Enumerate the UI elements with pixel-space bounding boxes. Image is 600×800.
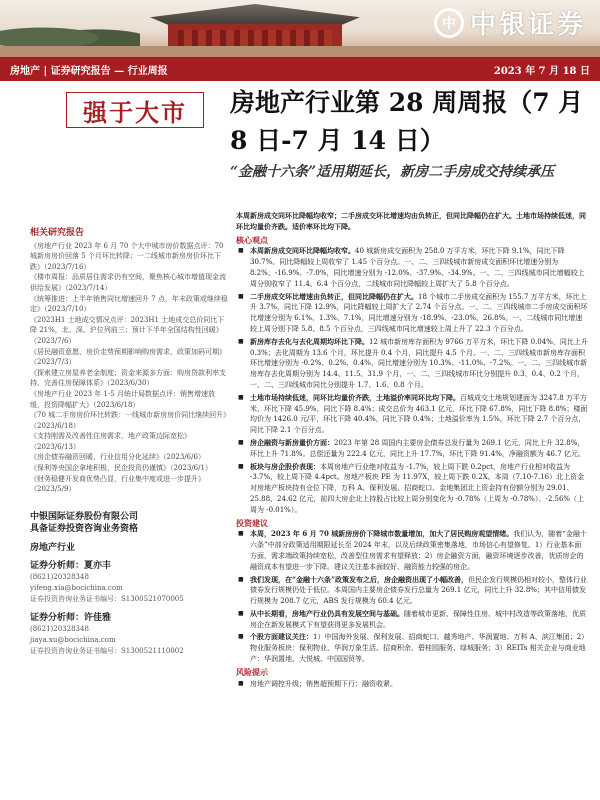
related-report-item[interactable]: 《房企债券融资回暖，行业信用分化延续》（2023/6/6）: [30, 453, 205, 462]
investment-bold: 我们发现，在“金融十六条”政策发布之后，房企融资出现了小幅改善，: [250, 574, 469, 584]
related-reports-list: [30, 241, 228, 495]
investment-bold: 从中长期看，房地产行业仍具有发展空间与基础。: [250, 608, 404, 618]
investment-item: [236, 529, 588, 572]
investment-text: 我们认为，随着“金融十六条”中部分政策适用期限延长至 2024 年末，以及后续政策密集落地，市场信心有望修复。1）行业基本面方面，需求端政策持续宽松，改善型住房需求有望释放；2）房企融资方面，融资环境逐步改善，优质房企的融资成本有望进一步下降。建议关注基本面较好、融资能力较强的房企。: [250, 530, 587, 571]
analyst-2-name: 证券分析师：许佳雅: [30, 613, 112, 624]
investment-bold: 本周，2023 年 6 月 70 城新房房价下降城市数量增加，加大了居民购房观望情绪。: [250, 529, 514, 539]
analyst-1-contact: (8621)20328348 yifeng.xia@bocichina.com 证券投资咨询业务证书编号：S1300521070005: [30, 573, 184, 604]
related-report-item[interactable]: 《探索建立房屋养老金制度；资金来源多方面：购房贷款利率支持、完善住房保障体系》（2023/6/30）: [30, 368, 226, 388]
core-view-text: 12 城市新房库存面积为 9766 万平方米，环比下降 0.04%，同比上升 0.3%；去化周期为 13.6 个月，环比提升 0.4 个月，同比提升 4.5 个月。一、二、三四线城市新房库存面积环比增速分别为 -0.2%、0.2%、0.4%，同比增速分别为 10.3%、-11.0%、-7.2%。一、二、三四线城市新房库存去化周期分别为 14.4、11.5、31.9 个月，一、二、三四线城市环比分别提升 0.3、0.4、0.2 个月，一、二、三四线城市同比分别提升 1.7、1.6、0.8 个月。: [250, 337, 588, 389]
related-report-item[interactable]: 《保利等央国企拿地积极，民企投资仍谨慎》（2023/6/1）: [30, 464, 212, 473]
investment-text: 但民企发行规模仍相对较小，整体行业债券发行规模仍处于低位。本周国内主要房企债券发行总量为 269.1 亿元，同比上升 32.8%；其中信用债发行规模为 208.7 亿元，ABS 发行规模为 60.4 亿元。: [250, 575, 588, 606]
core-view-item: [236, 393, 588, 436]
investment-bold: 个股方面建议关注：: [250, 632, 313, 642]
core-view-text: 18 个城市二手房成交面积为 155.7 万平方米，环比上升 3.7%，同比下降 12.9%，同比降幅较上周扩大了 2.74 个百分点。一、二、三四线城市二手房成交面积环比增速分别为 6.1%、1.3%、7.1%，同比增速分别为 -18.9%、-23.0%、26.8%。一、二线城市同比增速较上周分别下降 5.8、8.5 个百分点，三四线城市同比增速较上周上升了 22.3 个百分点。: [250, 292, 588, 333]
risk-heading: 风险提示: [236, 666, 268, 677]
organization-name: 中银国际证券股份有限公司 具备证券投资咨询业务资格: [30, 511, 139, 534]
investment-item: [236, 609, 588, 631]
related-report-item[interactable]: 《楼市周报：品质居住需求仍有空间，聚焦核心城市增值现金流供给发展》（2023/7/14）: [30, 273, 226, 292]
main-content: [236, 211, 588, 691]
related-report-item[interactable]: 《统筹推进：上半年销售同比增速回升 7 点，年末政策或继续稳定》（2023/7/10）: [30, 294, 228, 314]
related-report-item[interactable]: 《2023H1 土地成交情况点评：2023H1 土地成交总价同比下降 21%，北、深、沪位列前三；预计下半年全国结构性回暖》（2023/7/6）: [30, 315, 225, 345]
related-report-item[interactable]: 《70 城二手房房价环比转跌：一线城市新房房价同比继续回升》（2023/6/18）: [30, 411, 227, 430]
logo-mark-icon: 中: [434, 8, 464, 38]
report-subtitle: “金融十六条”适用期延长，新房二手房成交持续承压: [230, 164, 555, 180]
header-banner: [0, 0, 600, 57]
core-view-bold: 本周新房成交同环比降幅均收窄。: [250, 246, 355, 256]
investment-item: [236, 632, 588, 664]
company-logo: [434, 4, 586, 41]
core-view-item: [236, 292, 588, 335]
analyst-2-contact: (8621)20328348 jiaya.xu@bocichina.com 证券投资咨询业务证书编号：S1300521110002: [30, 624, 184, 655]
analyst-1-name: 证券分析师：夏亦丰: [30, 561, 112, 572]
related-report-item[interactable]: 《房地产行业 2023 年 1-5 月统计局数据点评：销售增速放缓，投资降幅扩大》（2023/6/18）: [30, 389, 215, 409]
core-view-text: 2023 年第 28 周国内主要房企债券总发行量为 269.1 亿元，同比上升 32.8%，环比上升 71.8%。总偿还量为 222.4 亿元，同比上升 17.7%，环比下降 91.4%，净融资额为 46.7 亿元。: [250, 438, 585, 458]
lead-summary: 本周新房成交同环比降幅均收窄；二手房成交环比增速均由负转正，但同比降幅仍在扩大。土地市场持续低迷，同环比均量价齐跌。适价率环比均下降。: [236, 211, 586, 231]
related-report-item[interactable]: 《居民融资意愿、房价走势预期影响购房需求，政策加码可期》（2023/7/3）: [30, 347, 226, 367]
related-report-item[interactable]: 《财务稳健开发商优势凸显，行业集中度或进一步提升》（2023/5/9）: [30, 474, 205, 494]
report-date: 2023 年 7 月 18 日: [493, 65, 590, 77]
industry-label: 房地产行业: [30, 542, 76, 553]
banner-palace-roof: [150, 4, 360, 26]
core-view-bold: 二手房成交环比增速由负转正，但同比降幅仍在扩大。: [250, 291, 418, 301]
investment-item: [236, 575, 588, 607]
core-view-bold: 板块与房企股价表现：: [250, 461, 320, 471]
core-view-text: 本周房地产行业绝对收益为 -1.7%，较上周下跌 0.2pct，房地产行业相对收益为 -3.7%，较上周下降 4.4pct。房地产板块 PE 为 11.97X，较上周下跌 0.2X。本周（7.10-7.16）北上资金对房地产板块持有仓位下降，万科 A、保利发展、招商蛇口、金地集团北上资金持有份额分别为 29.01、25.88、24.62 亿元，前四大房企北上持股占比较上周分别变化为 -0.78%（上周为 -0.78%）、-2.56%（上周为 -0.01%）。: [250, 462, 585, 514]
report-title: 房地产行业第 28 周周报（7 月 8 日-7 月 14 日）: [230, 88, 584, 155]
core-view-item: [236, 246, 588, 289]
investment-text: 随着城市更新、保障性住房、城中村改造等政策落地，优质房企在新发展模式下有望获得更多发展机会。: [250, 609, 586, 629]
investment-heading: 投资建议: [236, 517, 268, 528]
report-category: 房地产 | 证券研究报告 — 行业周报: [10, 65, 168, 77]
investment-text: 1）中国海外发展、保利发展、招商蛇口、越秀地产、华润置地、万科 A、滨江集团；2）物业服务板块：保利物业、华润万象生活、招商积余、碧桂园服务、绿城服务；3）REITs 相关企业与商业地产：华润置地、大悦城、中国国贸等。: [250, 633, 586, 664]
related-report-item[interactable]: 《房地产行业 2023 年 6 月 70 个大中城市房价数据点评：70 城新房房价回落 5 个月环比转降；一二线城市新房房价环比下跌》（2023/7/16）: [30, 241, 224, 271]
logo-text: 中银证券: [469, 10, 586, 40]
rating-badge: 强于大市: [66, 92, 204, 128]
core-view-bold: 新房库存去化与去化周期均环比下降。: [250, 336, 369, 346]
core-view-bold: 房企融资与新房量价方面：: [250, 437, 334, 447]
report-category-bar: [0, 57, 600, 81]
core-view-item: [236, 462, 588, 516]
related-reports-heading: 相关研究报告: [30, 228, 85, 238]
core-views-heading: 核心观点: [236, 234, 268, 245]
sidebar: [30, 228, 228, 657]
core-view-bold: 土地市场持续低迷，同环比均量价齐跌，土地溢价率同环比均下降。: [250, 392, 460, 402]
core-view-item: [236, 337, 588, 391]
core-view-text: 百城成交土地规划建面为 3247.8 万平方米，环比下降 45.9%，同比下降 8.4%；成交总价为 463.1 亿元，环比下降 67.8%，同比下降 8.8%；楼面均价为 1426.0 元/平，环比下降 40.4%，同比下降 0.4%；土地溢价率为 1.5%，环比下降 2.7 个百分点，同比下降 2.1 个百分点。: [250, 393, 588, 435]
core-view-item: [236, 438, 588, 460]
related-report-item[interactable]: 《支持刚需及改善性住房需求，地产政策边际宽松》（2023/6/13）: [30, 432, 191, 451]
core-view-text: 40 城新房成交面积为 258.0 万平方米，环比下降 9.1%，同比下降 30.7%。同比降幅较上周收窄了 1.45 个百分点。一、二、三四线城市新房成交面积环比增速分别为 8.2%、-16.9%、-7.0%，同比增速分别为 -12.0%、-37.9%、-34.9%。一、二、三四线城市同比增幅较上周分别收窄了 11.4、6.4 个百分点，二线城市同比降幅较上周扩大了 5.8 个百分点。: [250, 247, 585, 288]
risk-item: ■ 房地产调控升级；销售超预期下行；融资收紧。: [236, 679, 588, 690]
banner-ground: [0, 46, 600, 57]
